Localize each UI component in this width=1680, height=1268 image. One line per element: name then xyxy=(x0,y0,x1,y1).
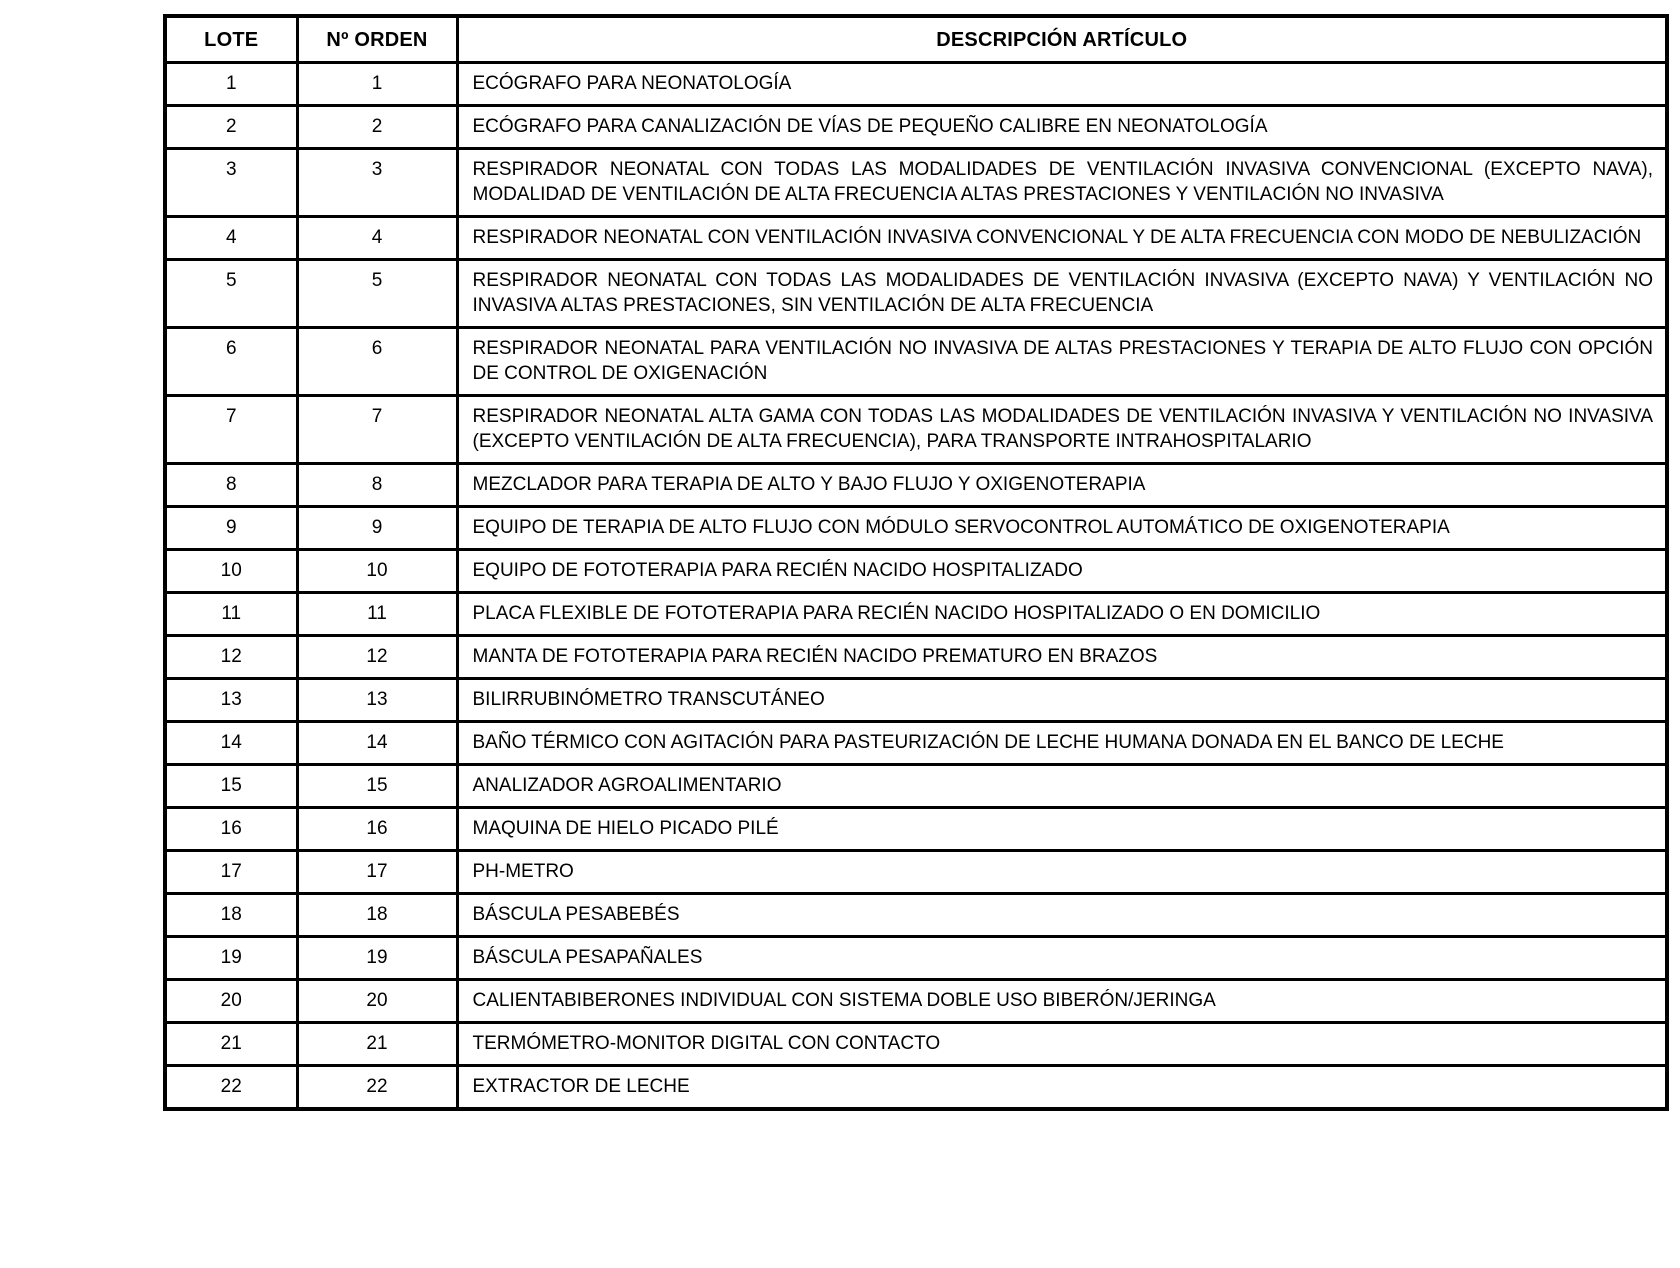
table-row xyxy=(165,808,1667,851)
orden-cell: 13 xyxy=(297,679,457,722)
orden-cell: 18 xyxy=(297,894,457,937)
lote-cell: 7 xyxy=(165,396,297,464)
descripcion-cell: RESPIRADOR NEONATAL CON TODAS LAS MODALIDADES DE VENTILACIÓN INVASIVA CONVENCIONAL (EXCEPTO NAVA), MODALIDAD DE VENTILACIÓN DE ALTA FRECUENCIA ALTAS PRESTACIONES Y VENTILACIÓN NO INVASIVA xyxy=(457,149,1667,217)
lote-cell: 20 xyxy=(165,980,297,1023)
table-row xyxy=(165,149,1667,217)
orden-cell: 16 xyxy=(297,808,457,851)
lote-cell: 4 xyxy=(165,217,297,260)
lote-cell: 8 xyxy=(165,464,297,507)
lote-cell: 10 xyxy=(165,550,297,593)
orden-cell: 7 xyxy=(297,396,457,464)
column-header-orden: Nº ORDEN xyxy=(297,16,457,63)
table-row xyxy=(165,63,1667,106)
descripcion-cell: RESPIRADOR NEONATAL CON VENTILACIÓN INVASIVA CONVENCIONAL Y DE ALTA FRECUENCIA CON MODO DE NEBULIZACIÓN xyxy=(457,217,1667,260)
orden-cell: 17 xyxy=(297,851,457,894)
table-row xyxy=(165,507,1667,550)
lots-table xyxy=(163,14,1669,1111)
orden-cell: 14 xyxy=(297,722,457,765)
lote-cell: 14 xyxy=(165,722,297,765)
descripcion-cell: PH-METRO xyxy=(457,851,1667,894)
table-row xyxy=(165,593,1667,636)
lote-cell: 1 xyxy=(165,63,297,106)
descripcion-cell: RESPIRADOR NEONATAL ALTA GAMA CON TODAS LAS MODALIDADES DE VENTILACIÓN INVASIVA Y VENTILACIÓN NO INVASIVA (EXCEPTO VENTILACIÓN DE ALTA FRECUENCIA), PARA TRANSPORTE INTRAHOSPITALARIO xyxy=(457,396,1667,464)
table-row xyxy=(165,1066,1667,1110)
table-row xyxy=(165,328,1667,396)
descripcion-cell: BILIRRUBINÓMETRO TRANSCUTÁNEO xyxy=(457,679,1667,722)
orden-cell: 12 xyxy=(297,636,457,679)
orden-cell: 8 xyxy=(297,464,457,507)
descripcion-cell: MEZCLADOR PARA TERAPIA DE ALTO Y BAJO FLUJO Y OXIGENOTERAPIA xyxy=(457,464,1667,507)
lote-cell: 6 xyxy=(165,328,297,396)
orden-cell: 20 xyxy=(297,980,457,1023)
table-row xyxy=(165,937,1667,980)
column-header-descripcion: DESCRIPCIÓN ARTÍCULO xyxy=(457,16,1667,63)
lote-cell: 15 xyxy=(165,765,297,808)
descripcion-cell: RESPIRADOR NEONATAL PARA VENTILACIÓN NO INVASIVA DE ALTAS PRESTACIONES Y TERAPIA DE ALTO FLUJO CON OPCIÓN DE CONTROL DE OXIGENACIÓN xyxy=(457,328,1667,396)
orden-cell: 2 xyxy=(297,106,457,149)
descripcion-cell: EXTRACTOR DE LECHE xyxy=(457,1066,1667,1110)
orden-cell: 5 xyxy=(297,260,457,328)
table-row xyxy=(165,722,1667,765)
lote-cell: 12 xyxy=(165,636,297,679)
descripcion-cell: MANTA DE FOTOTERAPIA PARA RECIÉN NACIDO PREMATURO EN BRAZOS xyxy=(457,636,1667,679)
descripcion-cell: ANALIZADOR AGROALIMENTARIO xyxy=(457,765,1667,808)
descripcion-cell: TERMÓMETRO-MONITOR DIGITAL CON CONTACTO xyxy=(457,1023,1667,1066)
table-row xyxy=(165,464,1667,507)
descripcion-cell: BÁSCULA PESABEBÉS xyxy=(457,894,1667,937)
lote-cell: 22 xyxy=(165,1066,297,1110)
lote-cell: 21 xyxy=(165,1023,297,1066)
descripcion-cell: CALIENTABIBERONES INDIVIDUAL CON SISTEMA DOBLE USO BIBERÓN/JERINGA xyxy=(457,980,1667,1023)
descripcion-cell: MAQUINA DE HIELO PICADO PILÉ xyxy=(457,808,1667,851)
lote-cell: 13 xyxy=(165,679,297,722)
lote-cell: 19 xyxy=(165,937,297,980)
orden-cell: 15 xyxy=(297,765,457,808)
descripcion-cell: ECÓGRAFO PARA CANALIZACIÓN DE VÍAS DE PEQUEÑO CALIBRE EN NEONATOLOGÍA xyxy=(457,106,1667,149)
lote-cell: 18 xyxy=(165,894,297,937)
descripcion-cell: EQUIPO DE FOTOTERAPIA PARA RECIÉN NACIDO HOSPITALIZADO xyxy=(457,550,1667,593)
orden-cell: 1 xyxy=(297,63,457,106)
orden-cell: 6 xyxy=(297,328,457,396)
column-header-lote: LOTE xyxy=(165,16,297,63)
orden-cell: 9 xyxy=(297,507,457,550)
orden-cell: 22 xyxy=(297,1066,457,1110)
table-row xyxy=(165,980,1667,1023)
table-row xyxy=(165,851,1667,894)
lote-cell: 2 xyxy=(165,106,297,149)
lote-cell: 3 xyxy=(165,149,297,217)
table-row xyxy=(165,396,1667,464)
lote-cell: 16 xyxy=(165,808,297,851)
orden-cell: 19 xyxy=(297,937,457,980)
orden-cell: 4 xyxy=(297,217,457,260)
table-row xyxy=(165,679,1667,722)
descripcion-cell: EQUIPO DE TERAPIA DE ALTO FLUJO CON MÓDULO SERVOCONTROL AUTOMÁTICO DE OXIGENOTERAPIA xyxy=(457,507,1667,550)
table-header-row xyxy=(165,16,1667,63)
orden-cell: 11 xyxy=(297,593,457,636)
orden-cell: 21 xyxy=(297,1023,457,1066)
lote-cell: 17 xyxy=(165,851,297,894)
lote-cell: 11 xyxy=(165,593,297,636)
lote-cell: 5 xyxy=(165,260,297,328)
descripcion-cell: PLACA FLEXIBLE DE FOTOTERAPIA PARA RECIÉN NACIDO HOSPITALIZADO O EN DOMICILIO xyxy=(457,593,1667,636)
table-row xyxy=(165,765,1667,808)
orden-cell: 3 xyxy=(297,149,457,217)
descripcion-cell: BAÑO TÉRMICO CON AGITACIÓN PARA PASTEURIZACIÓN DE LECHE HUMANA DONADA EN EL BANCO DE LECHE xyxy=(457,722,1667,765)
descripcion-cell: RESPIRADOR NEONATAL CON TODAS LAS MODALIDADES DE VENTILACIÓN INVASIVA (EXCEPTO NAVA) Y VENTILACIÓN NO INVASIVA ALTAS PRESTACIONES, SIN VENTILACIÓN DE ALTA FRECUENCIA xyxy=(457,260,1667,328)
table-row xyxy=(165,217,1667,260)
table-row xyxy=(165,106,1667,149)
table-row xyxy=(165,894,1667,937)
orden-cell: 10 xyxy=(297,550,457,593)
descripcion-cell: BÁSCULA PESAPAÑALES xyxy=(457,937,1667,980)
table-row xyxy=(165,550,1667,593)
lote-cell: 9 xyxy=(165,507,297,550)
table-row xyxy=(165,636,1667,679)
descripcion-cell: ECÓGRAFO PARA NEONATOLOGÍA xyxy=(457,63,1667,106)
table-row xyxy=(165,1023,1667,1066)
table-row xyxy=(165,260,1667,328)
